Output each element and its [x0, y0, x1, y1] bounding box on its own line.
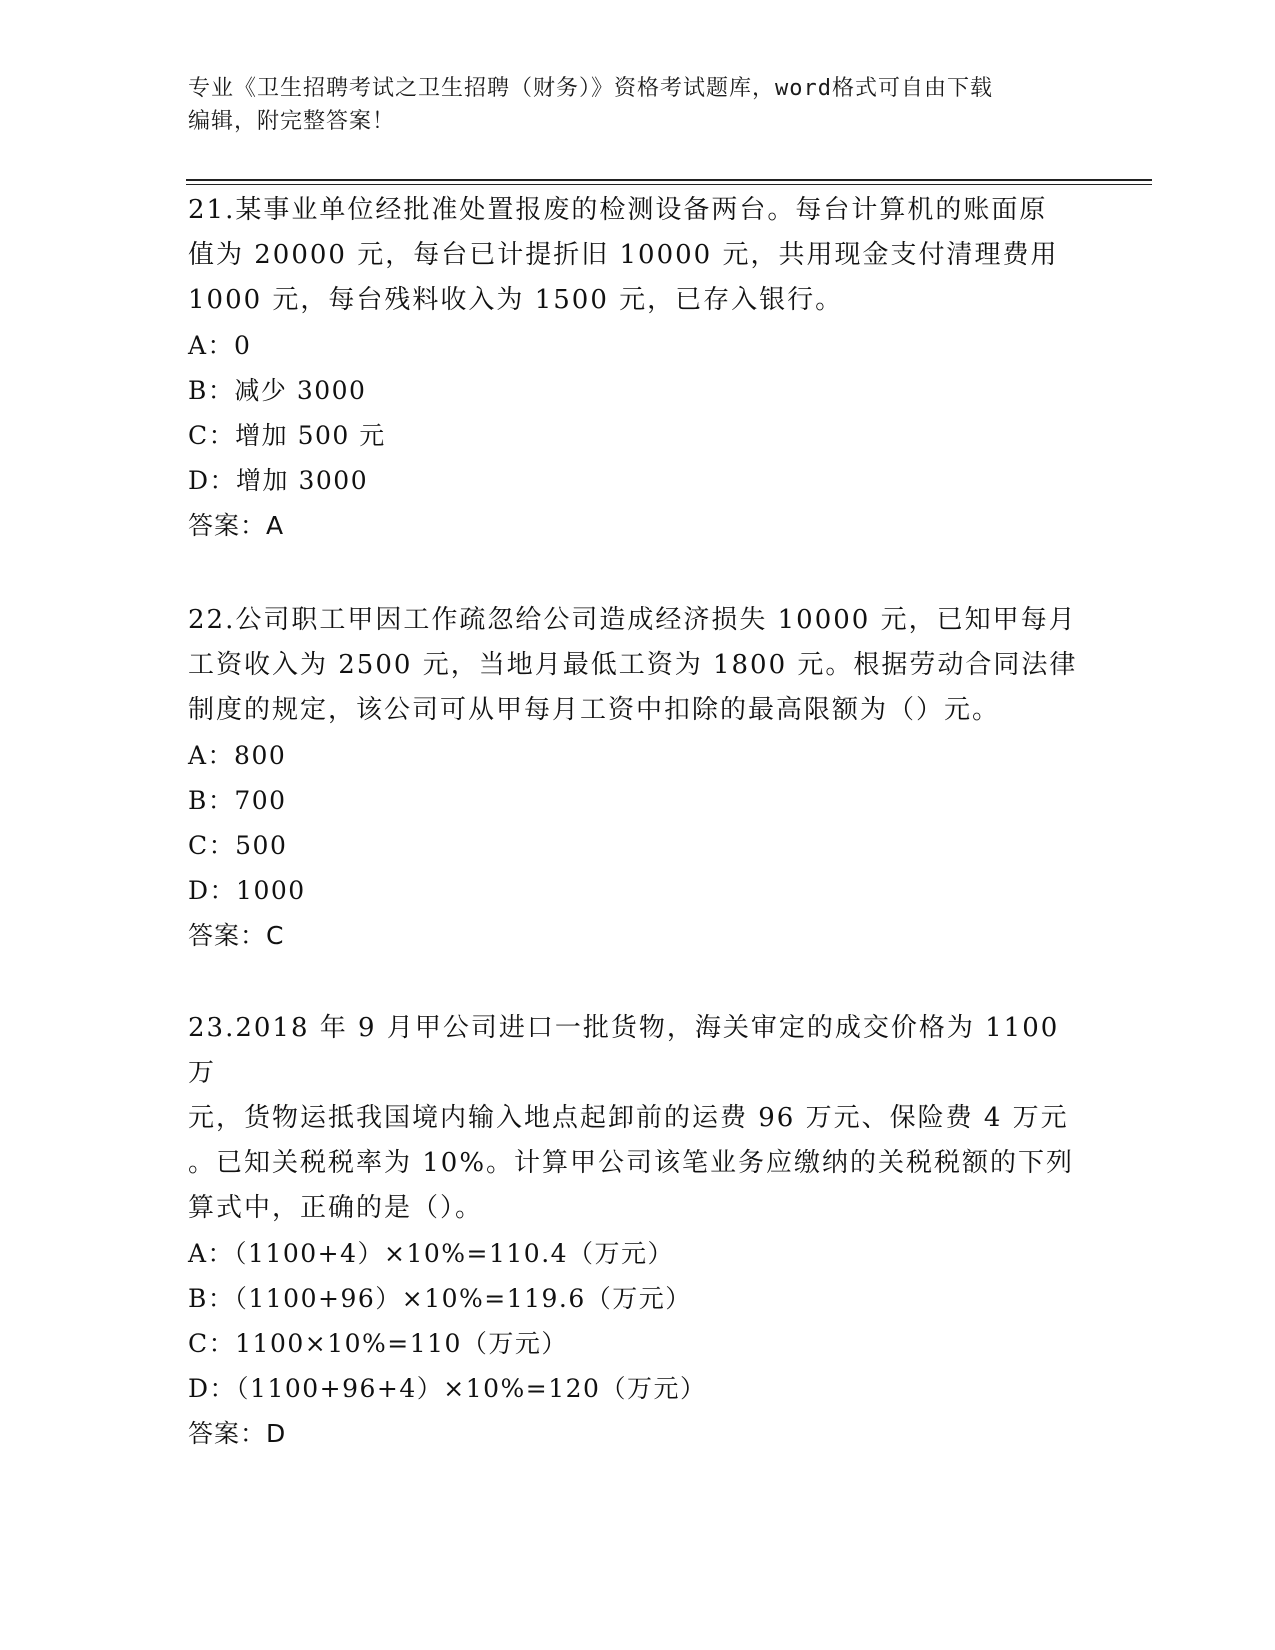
answer-line: 答案：C: [188, 921, 285, 950]
question-stem-line: 。已知关税税率为 10%。计算甲公司该笔业务应缴纳的关税税额的下列: [188, 1148, 1075, 1178]
header-line-2: 编辑，附完整答案！: [188, 109, 396, 134]
question-stem-line: 元，货物运抵我国境内输入地点起卸前的运费 96 万元、保险费 4 万元: [188, 1103, 1069, 1133]
question-23: [188, 1006, 1088, 1456]
question-21: [188, 188, 1088, 548]
option-d: D：1000: [188, 876, 306, 905]
option-a: A：800: [188, 741, 287, 770]
option-d: D：增加 3000: [188, 466, 369, 495]
question-stem-line: 值为 20000 元，每台已计提折旧 10000 元，共用现金支付清理费用: [188, 240, 1059, 270]
question-stem-line: 制度的规定，该公司可从甲每月工资中扣除的最高限额为（）元。: [188, 695, 1001, 725]
option-c: C：增加 500 元: [188, 421, 386, 450]
option-b: B：700: [188, 786, 287, 815]
answer-line: 答案：A: [188, 511, 285, 540]
option-b: B：减少 3000: [188, 376, 367, 405]
option-c: C：1100×10%=110（万元）: [188, 1329, 568, 1358]
header-divider-thin: [186, 184, 1152, 185]
option-d: D：（1100+96+4）×10%=120（万元）: [188, 1374, 707, 1403]
option-b: B：（1100+96）×10%=119.6（万元）: [188, 1284, 692, 1313]
question-stem-line: 1000 元，每台残料收入为 1500 元，已存入银行。: [188, 285, 844, 315]
question-22: [188, 598, 1088, 958]
question-stem-line: 22.公司职工甲因工作疏忽给公司造成经济损失 10000 元，已知甲每月: [188, 605, 1077, 635]
question-stem-line: 工资收入为 2500 元，当地月最低工资为 1800 元。根据劳动合同法律: [188, 650, 1078, 680]
question-stem-line: 21.某事业单位经批准处置报废的检测设备两台。每台计算机的账面原: [188, 195, 1048, 225]
question-stem-line: 23.2018 年 9 月甲公司进口一批货物，海关审定的成交价格为 1100 万: [188, 1013, 1060, 1088]
answer-line: 答案：D: [188, 1419, 287, 1448]
document-header: [188, 72, 1088, 138]
header-line-1: 专业《卫生招聘考试之卫生招聘（财务）》资格考试题库，word格式可自由下载: [188, 76, 993, 101]
header-divider-thick: [186, 179, 1152, 181]
option-a: A：0: [188, 331, 252, 360]
option-a: A：（1100+4）×10%=110.4（万元）: [188, 1239, 675, 1268]
question-stem-line: 算式中，正确的是（）。: [188, 1193, 484, 1223]
option-c: C：500: [188, 831, 288, 860]
